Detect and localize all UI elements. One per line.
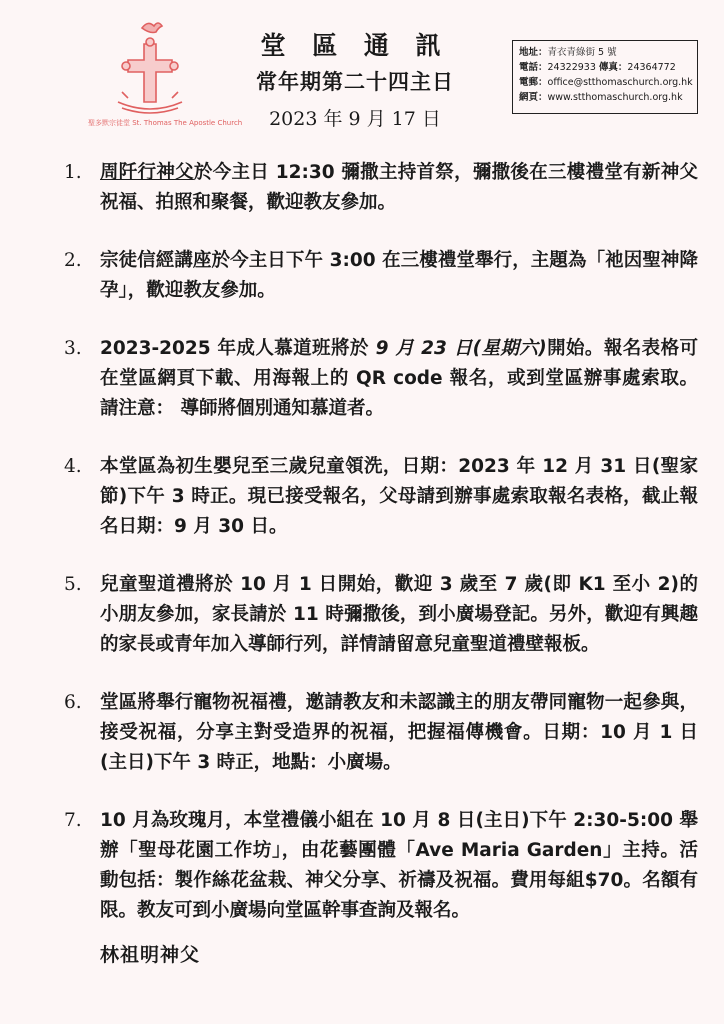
website-link[interactable]: www.stthomaschurch.org.hk [547, 92, 683, 103]
page-title: 堂 區 通 訊 [260, 31, 450, 60]
signature: 林祖明神父 [100, 944, 201, 966]
contact-box [512, 40, 698, 114]
notice-item: 2. 宗徒信經講座於今主日下午 3:00 在三樓禮堂舉行，主題為「祂因聖神降孕」，歡迎教友參加。 [64, 250, 698, 301]
notice-item: 1. 周阡行神父於今主日 12:30 彌撒主持首祭，彌撒後在三樓禮堂有新神父祝福、拍照和聚餐，歡迎教友參加。 [64, 162, 698, 213]
notice-item: 5. 兒童聖道禮將於 10 月 1 日開始，歡迎 3 歲至 7 歲(即 K1 至小 2)的小朋友參加，家長請於 11 時彌撒後，到小廣場登記。另外，歡迎有興趣的家長或青年加入導師行列，詳情請留意兒童聖道禮壁報板。 [64, 574, 698, 655]
notice-item: 4. 本堂區為初生嬰兒至三歲兒童領洗，日期：2023 年 12 月 31 日(聖家節)下午 3 時正。現已接受報名，父母請到辦事處索取報名表格，截止報名日期：9 月 30 日。 [64, 456, 698, 537]
logo-caption: 聖多默宗徒堂 St. Thomas The Apostle Church [88, 119, 243, 127]
contact-web: 網頁：www.stthomaschurch.org.hk [519, 92, 683, 103]
email-link[interactable]: office@stthomaschurch.org.hk [547, 77, 693, 88]
notice-item: 3. 2023-2025 年成人慕道班將於 9 月 23 日(星期六)開始。報名表格可在堂區網頁下載、用海報上的 QR code 報名，或到堂區辦事處索取。請注意： 導師將個別通知慕道者。 [64, 338, 698, 419]
contact-phone: 電話：24322933 傳真：24364772 [519, 62, 676, 73]
contact-email: 電郵：office@stthomaschurch.org.hk [519, 77, 693, 88]
notice-list [64, 158, 698, 954]
contact-address: 地址：青衣青綠街 5 號 [519, 47, 617, 58]
notice-item: 7. 10 月為玫瑰月，本堂禮儀小組在 10 月 8 日(主日)下午 2:30-5:00 舉辦「聖母花園工作坊」，由花藝團體「Ave Maria Garden」主持。活動包括：製作絲花盆栽、神父分享、祈禱及祝福。費用每組$70。名額有限。教友可到小廣場向堂區幹事查詢及報名。 [64, 810, 698, 921]
cross-logo-icon [88, 18, 243, 130]
class-start-date: 9 月 23 日(星期六) [375, 338, 547, 359]
page-subtitle: 常年期第二十四主日 [256, 70, 454, 94]
church-logo [88, 18, 243, 130]
notice-item: 6. 堂區將舉行寵物祝福禮，邀請教友和未認識主的朋友帶同寵物一起參與，接受祝福，分享主對受造界的祝福，把握福傳機會。日期：10 月 1 日(主日)下午 3 時正，地點：小廣場。 [64, 692, 698, 773]
priest-name: 周阡行神父 [100, 162, 194, 183]
page-date: 2023 年 9 月 17 日 [269, 108, 441, 130]
